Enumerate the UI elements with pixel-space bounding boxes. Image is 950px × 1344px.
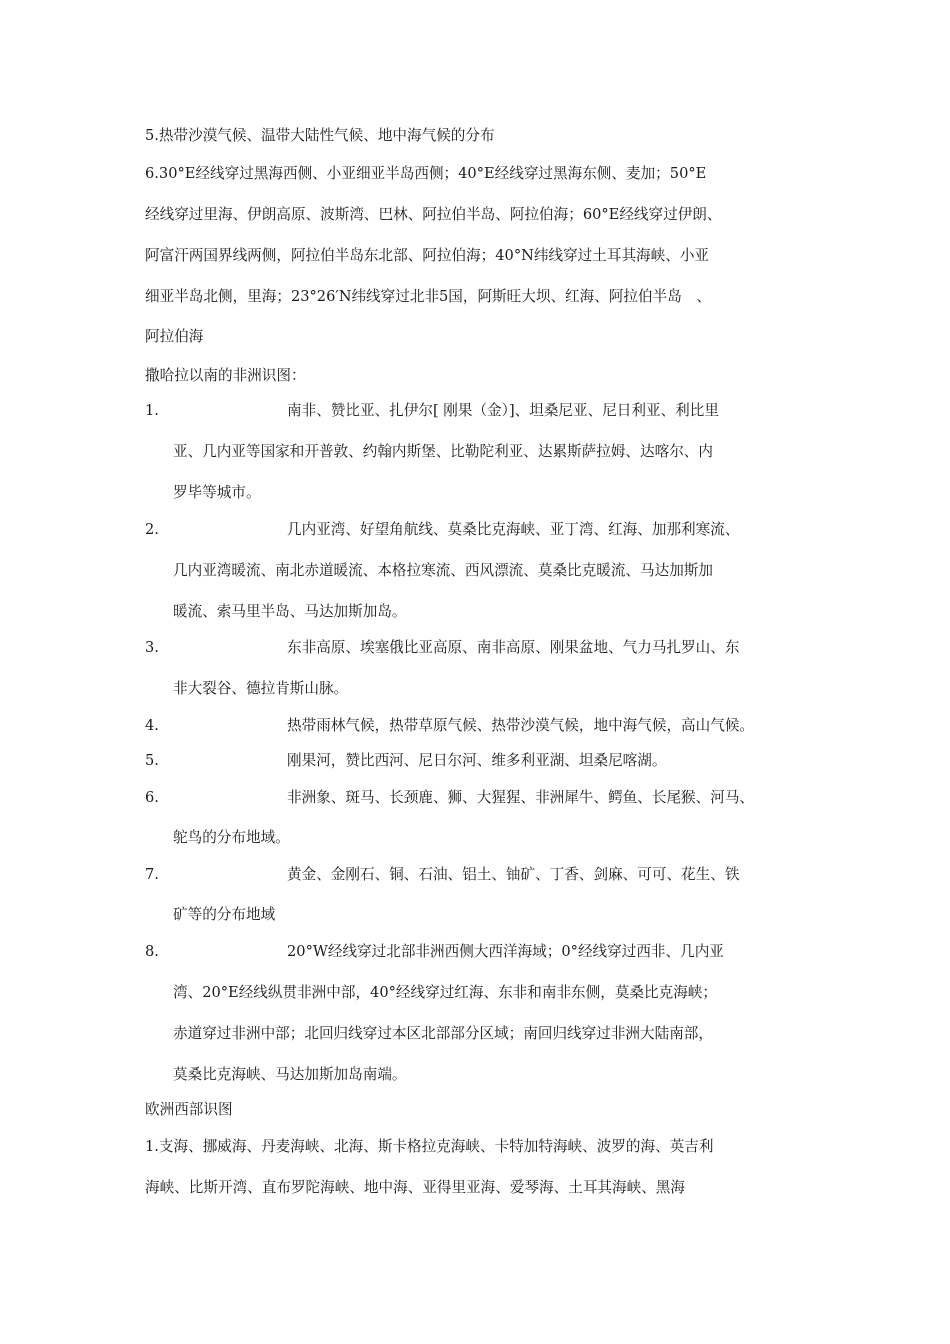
list-item-number: 7. (145, 866, 159, 883)
list-item-text: 热带雨林气候，热带草原气候、热带沙漠气候，地中海气候，高山气候。 (287, 717, 755, 734)
list-item-text: 20°W经线穿过北部非洲西侧大西洋海域；0°经线穿过西非、几内亚 (287, 943, 724, 960)
paragraph-item-6-line-2: 经线穿过里海、伊朗高原、波斯湾、巴林、阿拉伯半岛、阿拉伯海；60°E经线穿过伊朗、 (145, 206, 722, 223)
paragraph-item-5: 5.热带沙漠气候、温带大陆性气候、地中海气候的分布 (145, 127, 495, 144)
list-item-number: 2. (145, 521, 159, 538)
list-item-text: 非洲象、斑马、长颈鹿、狮、大猩猩、非洲犀牛、鳄鱼、长尾猴、河马、 (287, 789, 755, 806)
list-item-continuation: 暖流、索马里半岛、马达加斯加岛。 (173, 603, 407, 620)
list-item-continuation: 矿等的分布地域 (173, 906, 276, 923)
paragraph-item-6-line-1: 6.30°E经线穿过黑海西侧、小亚细亚半岛西侧；40°E经线穿过黑海东侧、麦加；50°E (145, 165, 707, 182)
list-item-number: 5. (145, 752, 159, 769)
list-item-text: 几内亚湾、好望角航线、莫桑比克海峡、亚丁湾、红海、加那利寒流、 (287, 521, 740, 538)
section-heading-africa: 撒哈拉以南的非洲识图： (145, 367, 306, 384)
list-item-continuation: 赤道穿过非洲中部；北回归线穿过本区北部部分区域；南回归线穿过非洲大陆南部， (173, 1025, 713, 1042)
list-item-continuation: 几内亚湾暖流、南北赤道暖流、本格拉寒流、西风漂流、莫桑比克暖流、马达加斯加 (173, 562, 713, 579)
paragraph-item-6-line-5: 阿拉伯海 (145, 328, 204, 345)
paragraph-europe-line-2: 海峡、比斯开湾、直布罗陀海峡、地中海、亚得里亚海、爱琴海、土耳其海峡、黑海 (145, 1179, 685, 1196)
list-item-text: 东非高原、埃塞俄比亚高原、南非高原、刚果盆地、气力马扎罗山、东 (287, 639, 740, 656)
list-item-continuation: 非大裂谷、德拉肯斯山脉。 (173, 680, 349, 697)
list-item-number: 3. (145, 639, 159, 656)
paragraph-europe-line-1: 1.支海、挪威海、丹麦海峡、北海、斯卡格拉克海峡、卡特加特海峡、波罗的海、英吉利 (145, 1138, 714, 1155)
list-item-continuation: 莫桑比克海峡、马达加斯加岛南端。 (173, 1066, 407, 1083)
list-item-number: 6. (145, 789, 159, 806)
list-item-continuation: 湾、20°E经线纵贯非洲中部，40°经线穿过红海、东非和南非东侧，莫桑比克海峡； (173, 984, 717, 1001)
list-item-text: 南非、赞比亚、扎伊尔[ 刚果（金）]、坦桑尼亚、尼日利亚、利比里 (287, 402, 719, 419)
list-item-text: 黄金、金刚石、铜、石油、铝土、铀矿、丁香、剑麻、可可、花生、铁 (287, 866, 740, 883)
section-heading-western-europe: 欧洲西部识图 (145, 1101, 233, 1118)
list-item-continuation: 亚、几内亚等国家和开普敦、约翰内斯堡、比勒陀利亚、达累斯萨拉姆、达喀尔、内 (173, 443, 713, 460)
list-item-number: 8. (145, 943, 159, 960)
paragraph-item-6-line-3: 阿富汗两国界线两侧，阿拉伯半岛东北部、阿拉伯海；40°N纬线穿过土耳其海峡、小亚 (145, 247, 710, 264)
list-item-continuation: 罗毕等城市。 (173, 484, 261, 501)
paragraph-item-6-line-4: 细亚半岛北侧，里海；23°26′N纬线穿过北非5国，阿斯旺大坝、红海、阿拉伯半岛 、 (145, 288, 711, 305)
list-item-number: 4. (145, 717, 159, 734)
list-item-number: 1. (145, 402, 159, 419)
list-item-continuation: 鸵鸟的分布地域。 (173, 829, 290, 846)
list-item-text: 刚果河，赞比西河、尼日尔河、维多利亚湖、坦桑尼喀湖。 (287, 752, 667, 769)
